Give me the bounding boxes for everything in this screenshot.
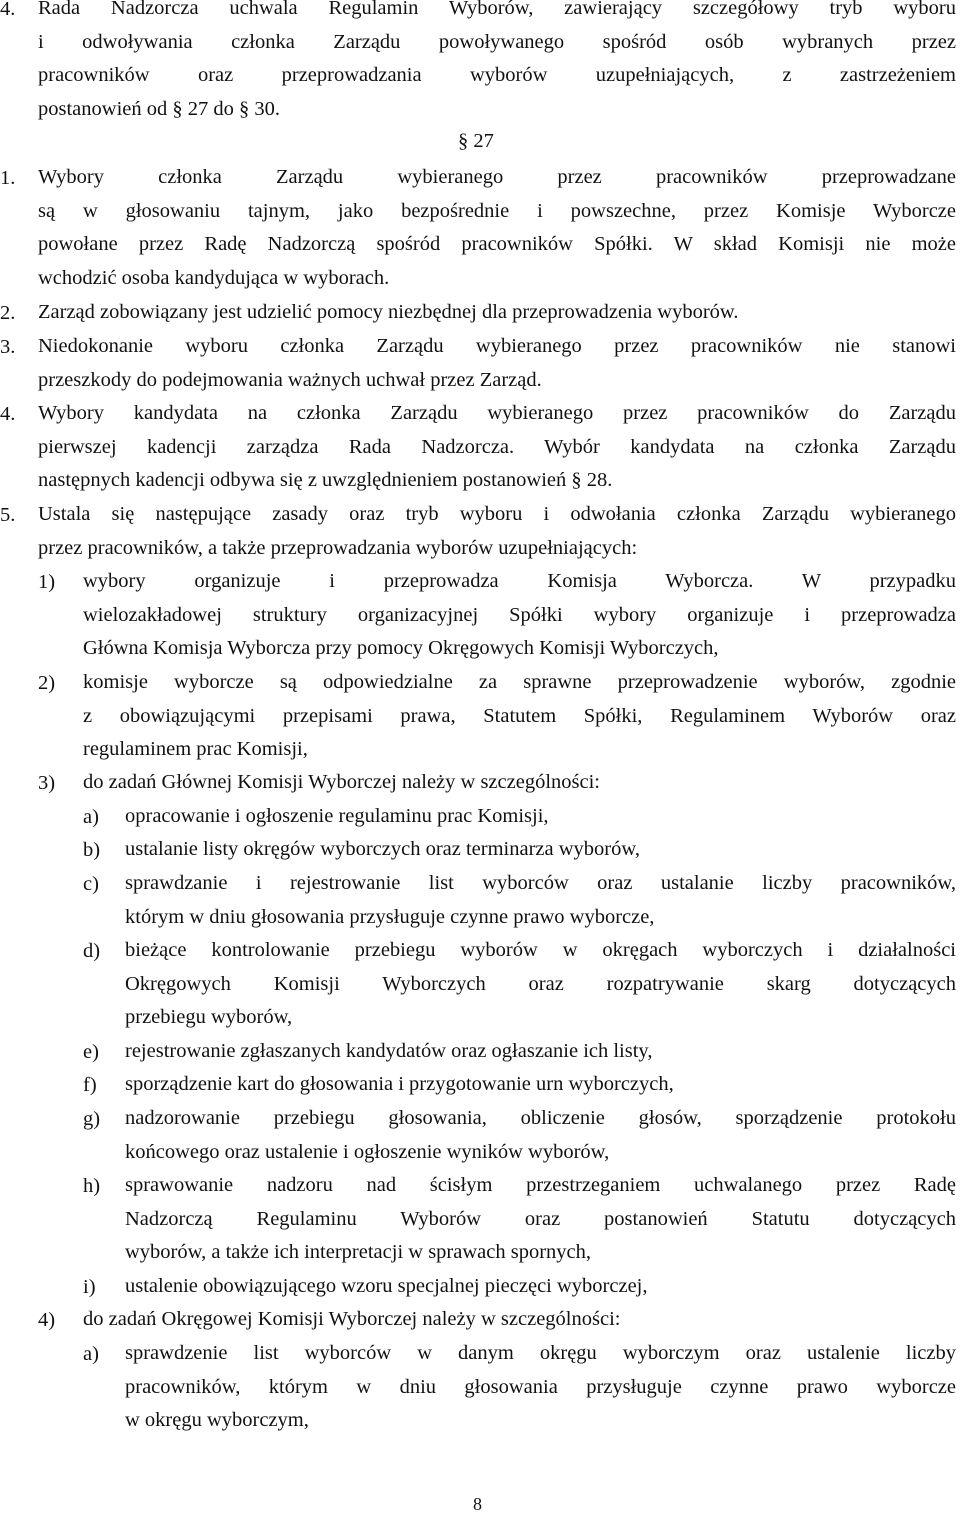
letter-label: f) [83,1074,97,1096]
section-heading: § 27 [458,130,494,152]
letter-label: e) [83,1041,99,1063]
text-line: Wybory kandydata na członka Zarządu wybieranego przez pracowników do Zarządu [38,402,956,424]
letter-label: a) [83,1343,99,1365]
subpoint-3 [83,766,956,800]
letter-label: b) [83,839,101,861]
point-2 [38,296,956,330]
text-line: sporządzenie kart do głosowania i przygotowanie urn wyborczych, [125,1073,674,1095]
text-line: rejestrowanie zgłaszanych kandydatów oraz ogłaszanie ich listy, [125,1040,653,1062]
text-line: są w głosowaniu tajnym, jako bezpośrednie i powszechne, przez Komisje Wyborcze [38,199,956,222]
point-number: 2. [0,302,16,324]
text-line: Wybory członka Zarządu wybieranego przez pracowników przeprowadzane [38,166,956,188]
text-line: regulaminem prac Komisji, [83,738,308,760]
subpoint-1 [83,565,956,666]
letter-label: i) [83,1276,96,1298]
subpoint-2 [83,666,956,767]
text-line: sprawdzanie i rejestrowanie list wyborców oraz ustalanie liczby pracowników, [125,872,956,894]
letter-item [125,1035,956,1069]
text-line: którym w dniu głosowania przysługuje czynne prawo wyborcze, [125,905,655,928]
letter-item [125,1169,956,1270]
letter-item [125,800,956,834]
text-line: do zadań Okręgowej Komisji Wyborczej należy w szczególności: [83,1308,621,1330]
subpoint-number: 3) [38,772,56,794]
text-line: pracowników oraz przeprowadzania wyborów uzupełniających, z zastrzeżeniem [38,64,956,86]
text-line: Nadzorczą Regulaminu Wyborów oraz postanowień Statutu dotyczących [125,1207,956,1230]
text-line: postanowień od § 27 do § 30. [38,97,280,120]
point-number: 3. [0,336,16,358]
text-line: i odwoływania członka Zarządu powoływanego spośród osób wybranych przez [38,30,956,53]
text-line: wchodzić osoba kandydująca w wyborach. [38,266,390,289]
text-line: przez pracowników, a także przeprowadzania wyborów uzupełniających: [38,536,638,559]
letter-label: d) [83,940,101,962]
letter-item [125,833,956,867]
text-line: sprawdzenie list wyborców w danym okręgu wyborczym oraz ustalenie liczby [125,1342,956,1364]
text-line: wyborów, a także ich interpretacji w sprawach spornych, [125,1241,592,1263]
text-line: Zarząd zobowiązany jest udzielić pomocy niezbędnej dla przeprowadzenia wyborów. [38,301,739,323]
intro-number: 4. [0,0,16,20]
point-number: 4. [0,403,16,425]
subpoint-number: 1) [38,571,56,593]
letter-label: c) [83,873,99,895]
page-number: 8 [473,1494,482,1514]
text-line: w okręgu wyborczym, [125,1409,309,1431]
letter-label: a) [83,806,99,828]
point-4 [38,397,956,498]
text-line: powołane przez Radę Nadzorczą spośród pracowników Spółki. W skład Komisji nie może [38,233,956,255]
text-line: komisje wyborcze są odpowiedzialne za sprawne przeprowadzenie wyborów, zgodnie [83,671,956,693]
text-line: sprawowanie nadzoru nad ścisłym przestrzeganiem uchwalanego przez Radę [125,1174,956,1196]
text-line: Niedokonanie wyboru członka Zarządu wybieranego przez pracowników nie stanowi [38,335,956,357]
text-line: Ustala się następujące zasady oraz tryb wyboru i odwołania członka Zarządu wybieranego [38,503,956,525]
text-line: wybory organizuje i przeprowadza Komisja Wyborcza. W przypadku [83,570,956,592]
letter-label: h) [83,1175,101,1197]
text-line: pracowników, którym w dniu głosowania przysługuje czynne prawo wyborcze [125,1375,956,1398]
text-line: przebiegu wyborów, [125,1006,293,1028]
text-line: z obowiązującymi przepisami prawa, Statutem Spółki, Regulaminem Wyborów oraz [83,704,956,727]
point-3 [38,330,956,397]
point-5 [38,498,956,565]
text-line: bieżące kontrolowanie przebiegu wyborów w okręgach wyborczych i działalności [125,939,956,961]
text-line: Okręgowych Komisji Wyborczych oraz rozpatrywanie skarg dotyczących [125,972,956,995]
text-line: końcowego oraz ustalenie i ogłoszenie wyników wyborów, [125,1140,610,1163]
subpoint-number: 2) [38,672,56,694]
intro-paragraph [38,0,956,126]
letter-item [125,1270,956,1304]
letter-label: g) [83,1108,101,1130]
text-line: nadzorowanie przebiegu głosowania, obliczenie głosów, sporządzenie protokołu [125,1107,956,1129]
text-line: przeszkody do podejmowania ważnych uchwał przez Zarząd. [38,368,542,391]
point-1 [38,161,956,295]
letter-item [125,1068,956,1102]
letter-item [125,867,956,934]
point-number: 1. [0,167,16,189]
text-line: ustalenie obowiązującego wzoru specjalnej pieczęci wyborczej, [125,1275,648,1297]
subpoint-4 [83,1303,956,1337]
text-line: wielozakładowej struktury organizacyjnej Spółki wybory organizuje i przeprowadza [83,603,956,626]
point-number: 5. [0,504,16,526]
text-line: do zadań Głównej Komisji Wyborczej należy w szczególności: [83,771,600,793]
text-line: Główna Komisja Wyborcza przy pomocy Okręgowych Komisji Wyborczych, [83,637,719,659]
text-line: następnych kadencji odbywa się z uwzględnieniem postanowień § 28. [38,469,613,491]
letter-item [125,934,956,1035]
text-line: Rada Nadzorcza uchwala Regulamin Wyborów, zawierający szczegółowy tryb wyboru [38,0,956,19]
letter-item [125,1337,956,1438]
letter-item [125,1102,956,1169]
text-line: pierwszej kadencji zarządza Rada Nadzorcza. Wybór kandydata na członka Zarządu [38,435,956,458]
text-line: opracowanie i ogłoszenie regulaminu prac Komisji, [125,805,549,827]
subpoint-number: 4) [38,1309,56,1331]
text-line: ustalanie listy okręgów wyborczych oraz terminarza wyborów, [125,838,640,860]
